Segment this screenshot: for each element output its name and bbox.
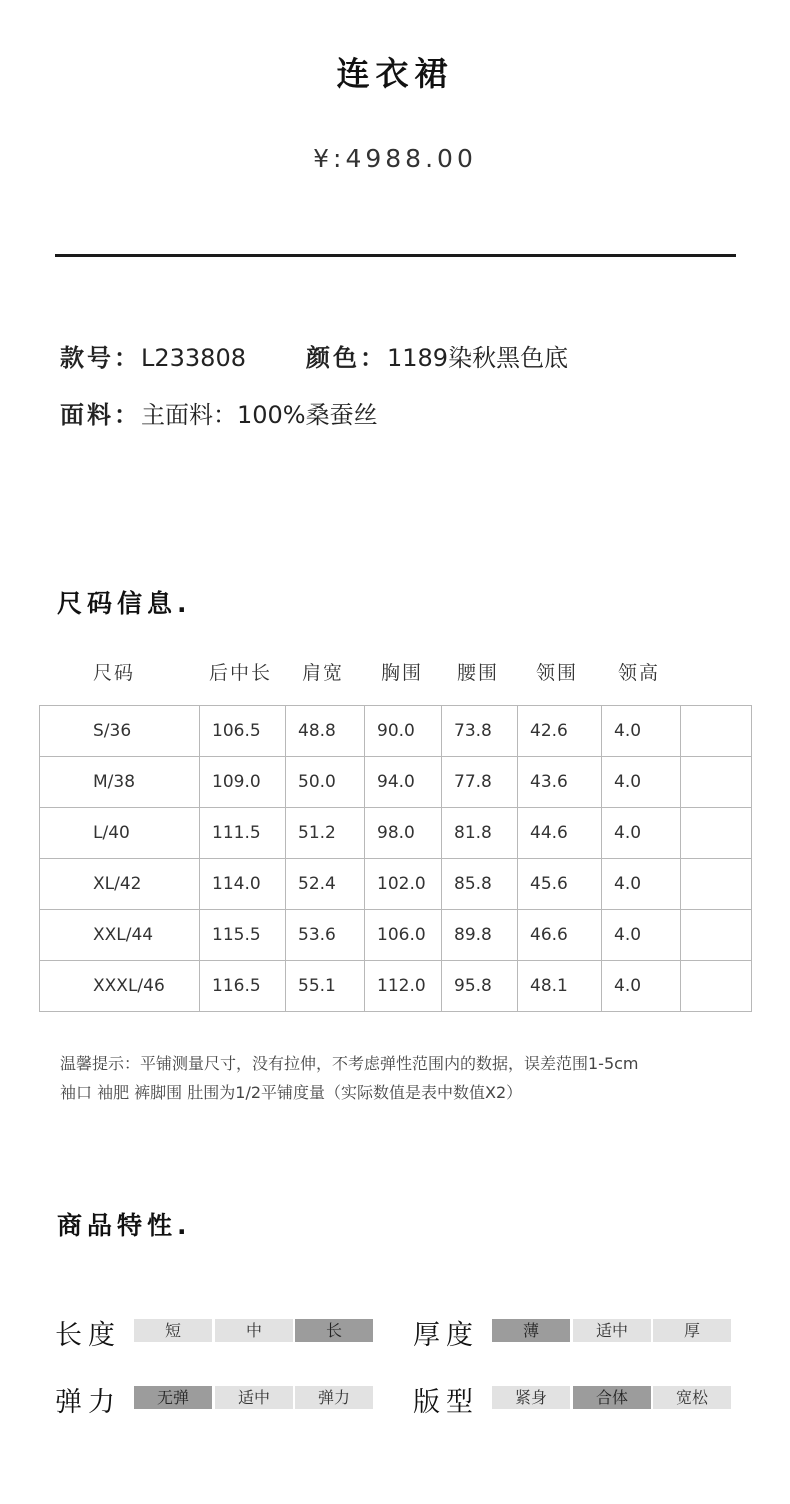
measurement-cell xyxy=(681,706,752,757)
column-header-chest: 胸围 xyxy=(381,662,424,684)
measurement-cell: 90.0 xyxy=(365,706,442,757)
feature-label: 弹力 xyxy=(55,1387,121,1418)
column-header-collar-height: 领高 xyxy=(618,662,661,684)
feature-label: 版型 xyxy=(413,1387,479,1418)
measurement-cell: 112.0 xyxy=(365,961,442,1012)
measurement-cell: 89.8 xyxy=(442,910,518,961)
measurement-cell: 48.1 xyxy=(518,961,602,1012)
measurement-cell: 109.0 xyxy=(200,757,286,808)
feature-label: 长度 xyxy=(55,1320,121,1351)
size-cell: M/38 xyxy=(40,757,200,808)
measurement-cell: 4.0 xyxy=(602,808,681,859)
divider-line xyxy=(55,254,736,257)
style-color-row xyxy=(60,338,568,373)
size-section-title: 尺码信息. xyxy=(57,589,192,618)
measurement-cell xyxy=(681,910,752,961)
table-row xyxy=(40,859,752,910)
color-value: 1189染秋黑色底 xyxy=(387,344,569,372)
feature-option-selected: 长 xyxy=(295,1319,373,1342)
measurement-cell: 55.1 xyxy=(286,961,365,1012)
feature-option: 中 xyxy=(215,1319,293,1342)
column-header-size: 尺码 xyxy=(93,662,136,684)
table-row xyxy=(40,808,752,859)
measurement-cell xyxy=(681,808,752,859)
measurement-cell: 4.0 xyxy=(602,961,681,1012)
measurement-cell: 4.0 xyxy=(602,859,681,910)
size-cell: XXXL/46 xyxy=(40,961,200,1012)
feature-option: 弹力 xyxy=(295,1386,373,1409)
measurement-cell: 53.6 xyxy=(286,910,365,961)
table-row xyxy=(40,757,752,808)
measurement-cell: 51.2 xyxy=(286,808,365,859)
measurement-cell: 106.5 xyxy=(200,706,286,757)
measurement-cell: 46.6 xyxy=(518,910,602,961)
measurement-cell: 94.0 xyxy=(365,757,442,808)
measurement-cell: 81.8 xyxy=(442,808,518,859)
measurement-cell: 85.8 xyxy=(442,859,518,910)
feature-option-selected: 薄 xyxy=(492,1319,570,1342)
measurement-cell: 115.5 xyxy=(200,910,286,961)
measurement-cell: 50.0 xyxy=(286,757,365,808)
measurement-cell: 52.4 xyxy=(286,859,365,910)
measurement-note-line2: 袖口 袖肥 裤脚围 肚围为1/2平铺度量（实际数值是表中数值X2） xyxy=(60,1083,523,1102)
measurement-cell: 4.0 xyxy=(602,757,681,808)
column-header-waist: 腰围 xyxy=(457,662,500,684)
measurement-cell: 44.6 xyxy=(518,808,602,859)
table-row xyxy=(40,910,752,961)
measurement-cell: 4.0 xyxy=(602,910,681,961)
measurement-cell: 106.0 xyxy=(365,910,442,961)
style-number-label: 款号： xyxy=(60,344,141,372)
measurement-cell xyxy=(681,961,752,1012)
size-cell: XXL/44 xyxy=(40,910,200,961)
size-table xyxy=(39,705,752,1012)
measurement-cell xyxy=(681,859,752,910)
measurement-cell: 116.5 xyxy=(200,961,286,1012)
measurement-cell: 111.5 xyxy=(200,808,286,859)
fabric-value: 主面料：100%桑蚕丝 xyxy=(141,401,378,429)
fabric-label: 面料： xyxy=(60,401,141,429)
measurement-cell: 4.0 xyxy=(602,706,681,757)
product-title: 连衣裙 xyxy=(336,54,454,93)
feature-option: 厚 xyxy=(653,1319,731,1342)
color-label: 颜色： xyxy=(306,344,387,372)
feature-option: 紧身 xyxy=(492,1386,570,1409)
measurement-cell: 114.0 xyxy=(200,859,286,910)
product-price: ¥:4988.00 xyxy=(313,144,477,173)
measurement-cell: 45.6 xyxy=(518,859,602,910)
feature-option: 适中 xyxy=(573,1319,651,1342)
size-cell: L/40 xyxy=(40,808,200,859)
style-number-value: L233808 xyxy=(141,344,246,372)
measurement-cell: 95.8 xyxy=(442,961,518,1012)
size-cell: XL/42 xyxy=(40,859,200,910)
measurement-cell: 48.8 xyxy=(286,706,365,757)
table-row xyxy=(40,706,752,757)
feature-option: 宽松 xyxy=(653,1386,731,1409)
measurement-cell: 73.8 xyxy=(442,706,518,757)
feature-option: 短 xyxy=(134,1319,212,1342)
column-header-shoulder: 肩宽 xyxy=(302,662,345,684)
table-row xyxy=(40,961,752,1012)
measurement-cell: 42.6 xyxy=(518,706,602,757)
features-section-title: 商品特性. xyxy=(57,1211,192,1240)
column-header-back-length: 后中长 xyxy=(209,662,273,684)
measurement-cell: 102.0 xyxy=(365,859,442,910)
feature-option-selected: 无弹 xyxy=(134,1386,212,1409)
measurement-cell: 77.8 xyxy=(442,757,518,808)
measurement-cell: 98.0 xyxy=(365,808,442,859)
measurement-cell: 43.6 xyxy=(518,757,602,808)
measurement-note-line1: 温馨提示：平铺测量尺寸，没有拉伸，不考虑弹性范围内的数据，误差范围1-5cm xyxy=(60,1054,639,1073)
feature-option-selected: 合体 xyxy=(573,1386,651,1409)
size-cell: S/36 xyxy=(40,706,200,757)
measurement-cell xyxy=(681,757,752,808)
feature-option: 适中 xyxy=(215,1386,293,1409)
column-header-collar: 领围 xyxy=(536,662,579,684)
fabric-row xyxy=(60,395,378,430)
feature-label: 厚度 xyxy=(413,1320,479,1351)
